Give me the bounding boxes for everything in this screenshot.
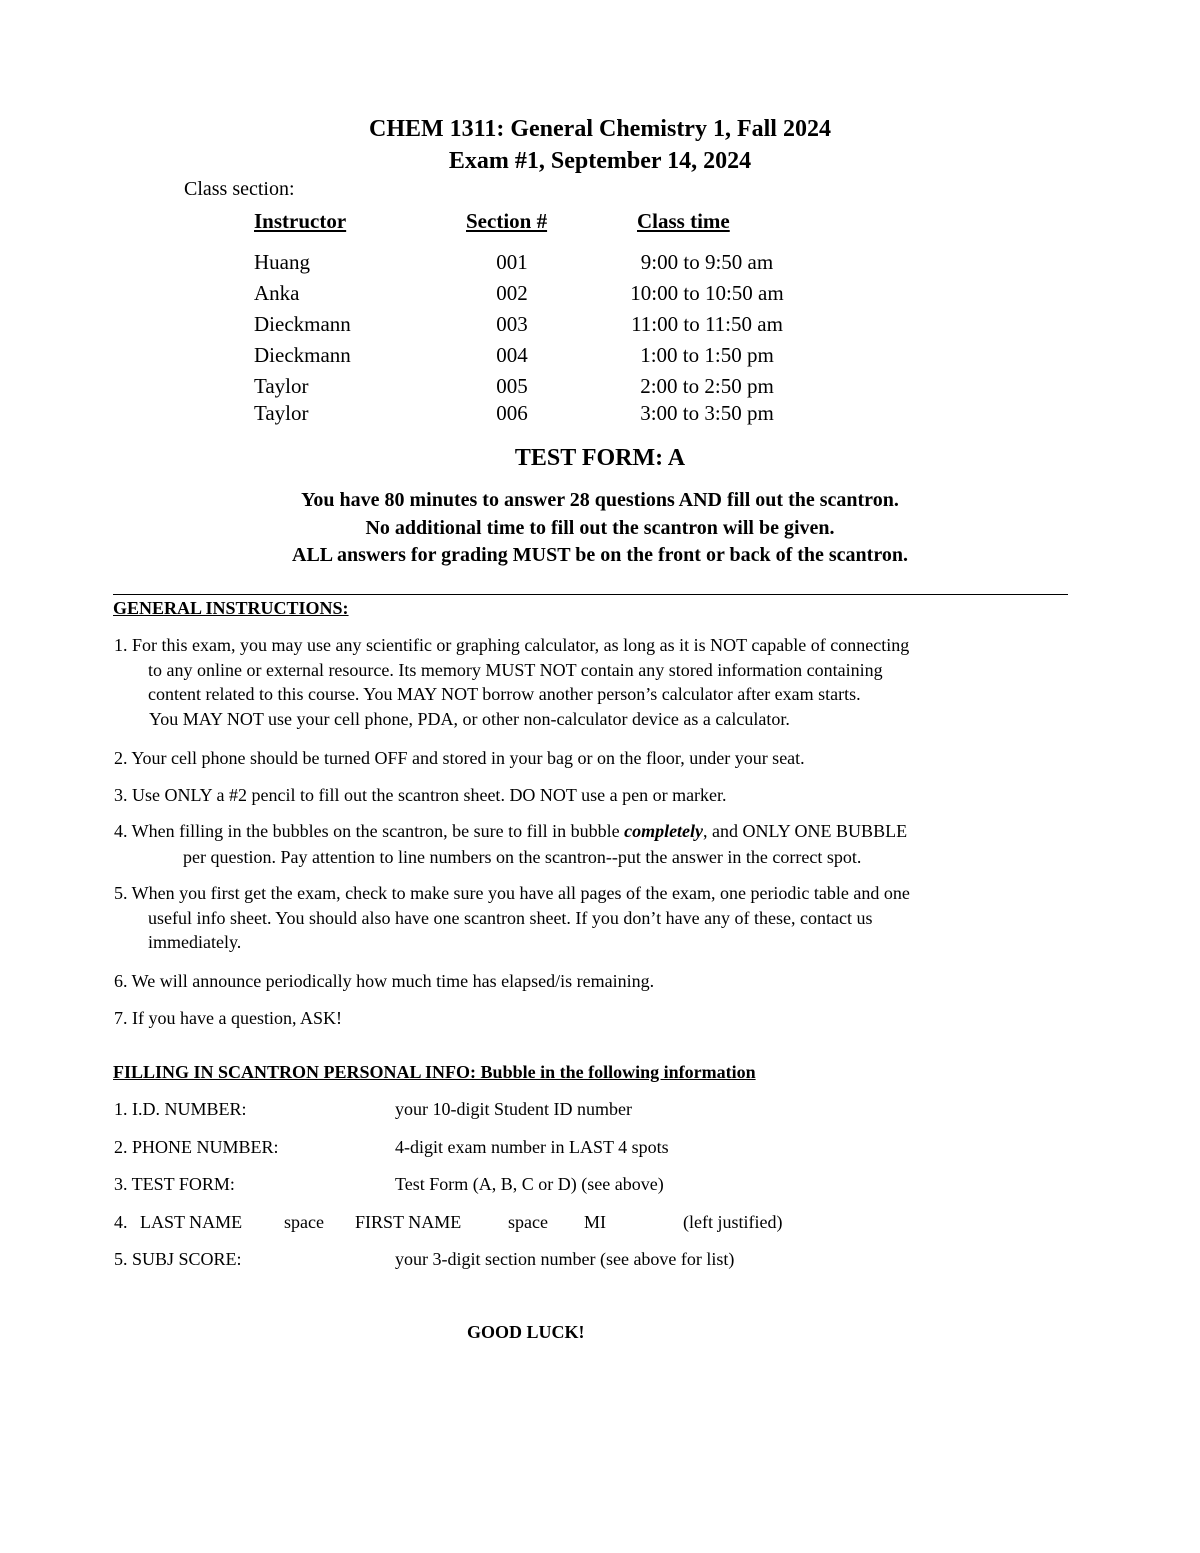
scantron-last-name: LAST NAME bbox=[140, 1212, 243, 1232]
row-time: 1:00 to 1:50 pm bbox=[640, 343, 774, 367]
row-section: 002 bbox=[496, 281, 528, 305]
scantron-item-label: 5. SUBJ SCORE: bbox=[114, 1249, 242, 1269]
instruction-item: 6. We will announce periodically how much time has elapsed/is remaining. bbox=[114, 971, 655, 991]
row-instructor: Anka bbox=[254, 281, 300, 305]
instruction-item: 1. For this exam, you may use any scientific or graphing calculator, as long as it is NOT capable of connecting bbox=[114, 635, 910, 655]
row-section: 006 bbox=[496, 401, 528, 425]
grading-notice: ALL answers for grading MUST be on the front or back of the scantron. bbox=[292, 544, 908, 566]
row-time: 11:00 to 11:50 am bbox=[631, 312, 783, 336]
instruction-item: 5. When you first get the exam, check to make sure you have all pages of the exam, one periodic table and one bbox=[114, 883, 910, 903]
scantron-item-value: your 10-digit Student ID number bbox=[395, 1099, 632, 1119]
scantron-name-note: (left justified) bbox=[683, 1212, 783, 1232]
scantron-item-value: Test Form (A, B, C or D) (see above) bbox=[395, 1174, 664, 1194]
instruction-item: per question. Pay attention to line numbers on the scantron--put the answer in the correct spot. bbox=[183, 847, 862, 867]
row-instructor: Dieckmann bbox=[254, 312, 351, 336]
scantron-first-name: FIRST NAME bbox=[355, 1212, 462, 1232]
test-form-label: TEST FORM: A bbox=[514, 445, 686, 471]
row-section: 005 bbox=[496, 374, 528, 398]
row-time: 10:00 to 10:50 am bbox=[630, 281, 784, 305]
header-section: Section # bbox=[466, 209, 548, 233]
row-section: 004 bbox=[496, 343, 528, 367]
scantron-item-label: 2. PHONE NUMBER: bbox=[114, 1137, 279, 1157]
header-class-time: Class time bbox=[637, 209, 730, 233]
row-time: 3:00 to 3:50 pm bbox=[640, 401, 774, 425]
instruction-item bbox=[114, 821, 907, 842]
row-time: 9:00 to 9:50 am bbox=[640, 250, 774, 274]
class-section-label: Class section: bbox=[184, 178, 295, 200]
scantron-item-label: 3. TEST FORM: bbox=[114, 1174, 235, 1194]
scantron-item-value: 4-digit exam number in LAST 4 spots bbox=[395, 1137, 669, 1157]
instruction-item: 3. Use ONLY a #2 pencil to fill out the scantron sheet. DO NOT use a pen or marker. bbox=[114, 785, 727, 805]
scantron-heading: FILLING IN SCANTRON PERSONAL INFO: Bubble in the following information bbox=[113, 1062, 756, 1082]
good-luck: GOOD LUCK! bbox=[467, 1322, 585, 1342]
exam-subtitle: Exam #1, September 14, 2024 bbox=[448, 148, 752, 174]
row-instructor: Dieckmann bbox=[254, 343, 351, 367]
instruction-item: 7. If you have a question, ASK! bbox=[114, 1008, 342, 1028]
instruction-text: 4. When filling in the bubbles on the scantron, be sure to fill in bubble bbox=[114, 821, 625, 841]
row-instructor: Taylor bbox=[254, 374, 309, 398]
time-notice: No additional time to fill out the scantron will be given. bbox=[365, 517, 835, 539]
instruction-text: , and ONLY ONE BUBBLE bbox=[703, 821, 908, 841]
instruction-item: immediately. bbox=[148, 932, 242, 952]
emphasis-text: completely bbox=[624, 821, 704, 841]
exam-title: CHEM 1311: General Chemistry 1, Fall 2024 bbox=[369, 116, 831, 142]
instruction-item: useful info sheet. You should also have one scantron sheet. If you don’t have any of these, contact us bbox=[148, 908, 873, 928]
scantron-space: space bbox=[508, 1212, 548, 1232]
row-instructor: Taylor bbox=[254, 401, 309, 425]
row-section: 001 bbox=[496, 250, 528, 274]
scantron-mi: MI bbox=[584, 1212, 606, 1232]
instruction-item: to any online or external resource. Its memory MUST NOT contain any stored information containing bbox=[148, 660, 883, 680]
scantron-space: space bbox=[284, 1212, 324, 1232]
scantron-item-value: your 3-digit section number (see above for list) bbox=[395, 1249, 735, 1269]
header-instructor: Instructor bbox=[254, 209, 347, 233]
scantron-name-number: 4. bbox=[114, 1212, 128, 1232]
row-section: 003 bbox=[496, 312, 528, 336]
instruction-item: You MAY NOT use your cell phone, PDA, or other non-calculator device as a calculator. bbox=[149, 709, 790, 729]
divider bbox=[113, 594, 1068, 595]
time-notice: You have 80 minutes to answer 28 questions AND fill out the scantron. bbox=[301, 489, 899, 511]
instruction-item: content related to this course. You MAY NOT borrow another person’s calculator after exam starts. bbox=[148, 684, 861, 704]
instruction-item: 2. Your cell phone should be turned OFF and stored in your bag or on the floor, under your seat. bbox=[114, 748, 805, 768]
row-time: 2:00 to 2:50 pm bbox=[640, 374, 774, 398]
scantron-item-label: 1. I.D. NUMBER: bbox=[114, 1099, 247, 1119]
general-instructions-heading: GENERAL INSTRUCTIONS: bbox=[113, 598, 349, 618]
row-instructor: Huang bbox=[254, 250, 310, 274]
